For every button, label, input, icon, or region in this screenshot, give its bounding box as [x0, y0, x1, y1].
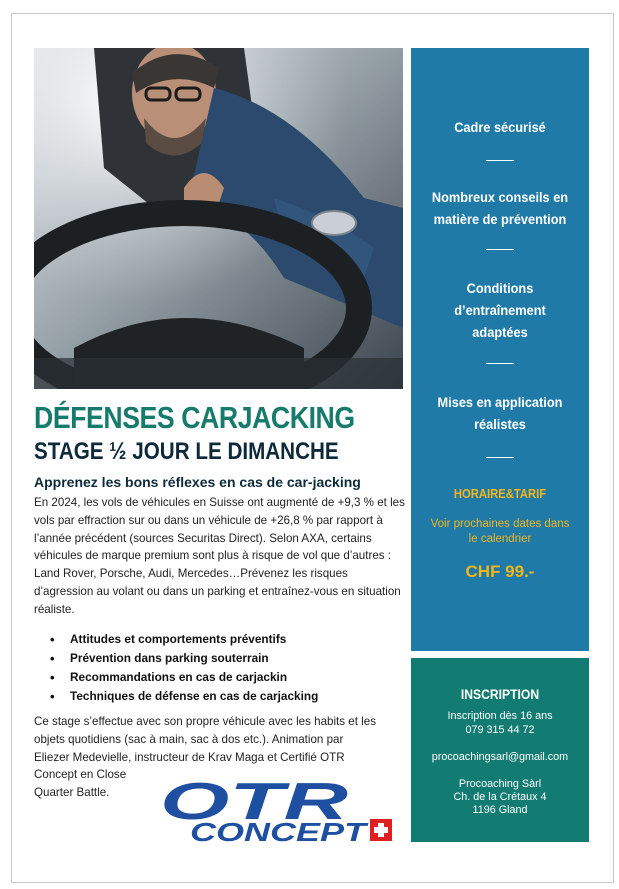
intro-paragraph: En 2024, les vols de véhicules en Suisse ont augmenté de +9,3 % et les vols par effraction sur ou dans un véhicule de +26,8 % par rapport à l’année précédent (sources Securitas Direct). Selon AXA, certains véhicules de marque premium sont plus à risque de vol que d’autres : Land Rover, Porsche, Audi, Mercedes…Prévenez les risques d’agression au volant ou dans un parking et entraînez-vous en situation réaliste. [34, 496, 405, 616]
feature-line: adaptées [472, 325, 528, 341]
feature-line: Cadre sécurisé [454, 120, 546, 136]
list-item: • Techniques de défense en cas de carjacking [34, 687, 406, 706]
feature-line: Mises en application [437, 395, 563, 411]
topics-list [34, 630, 406, 706]
company-name: Procoaching Sàrl [458, 778, 542, 790]
page-title: DÉFENSES CARJACKING [34, 400, 355, 435]
list-item: • Prévention dans parking souterrain [34, 649, 406, 668]
phone-number[interactable]: 079 315 44 72 [465, 724, 535, 736]
registration-title: INSCRIPTION [460, 687, 540, 702]
feature-line: réalistes [474, 417, 526, 433]
logo-otr-text: OTR [160, 775, 349, 831]
feature-conditions [420, 278, 580, 344]
carjacking-photo [34, 48, 403, 389]
city-address: 1196 Gland [472, 804, 528, 816]
feature-line: Nombreux conseils en [431, 190, 569, 206]
pricing-text-line: Voir prochaines dates dans [430, 518, 570, 530]
list-item: • Recommandations en cas de carjackin [34, 668, 406, 687]
otr-concept-logo [156, 775, 406, 845]
pricing-text-line: le calendrier [468, 533, 532, 545]
age-requirement: Inscription dès 16 ans [447, 710, 553, 722]
pricing-heading: HORAIRE&TARIF [453, 487, 547, 501]
outro-line: Eliezer Medevielle, instructeur de Krav Maga et Certifié OTR [34, 750, 345, 764]
page-subtitle: STAGE ½ JOUR LE DIMANCHE [34, 438, 339, 465]
outro-line: Quarter Battle. [34, 786, 110, 800]
list-item: • Attitudes et comportements préventifs [34, 630, 406, 649]
lead-text: Apprenez les bons réflexes en cas de car-jacking [34, 474, 361, 490]
feature-secure [420, 117, 580, 139]
divider [486, 457, 514, 458]
pricing-text [411, 517, 589, 547]
feature-practice [420, 392, 580, 436]
feature-line: matière de prévention [433, 212, 567, 228]
feature-advice [420, 187, 580, 231]
street-address: Ch. de la Crétaux 4 [453, 791, 547, 803]
outro-line: Ce stage s’effectue avec son propre véhicule avec les habits et les [34, 715, 376, 728]
registration-box [411, 658, 589, 842]
divider [486, 249, 514, 250]
outro-line: objets quotidiens (sac à main, sac à dos etc.). Animation par [34, 732, 344, 746]
features-sidebar [411, 48, 589, 651]
outro-line: Concept en Close [34, 768, 127, 782]
price: CHF 99.- [465, 562, 535, 581]
logo-concept-text: CONCEPT [190, 817, 369, 845]
email-link[interactable]: procoachingsarl@gmail.com [431, 751, 569, 763]
feature-line: Conditions [466, 281, 534, 297]
feature-line: d’entraînement [454, 303, 546, 319]
divider [486, 363, 514, 364]
divider [486, 160, 514, 161]
